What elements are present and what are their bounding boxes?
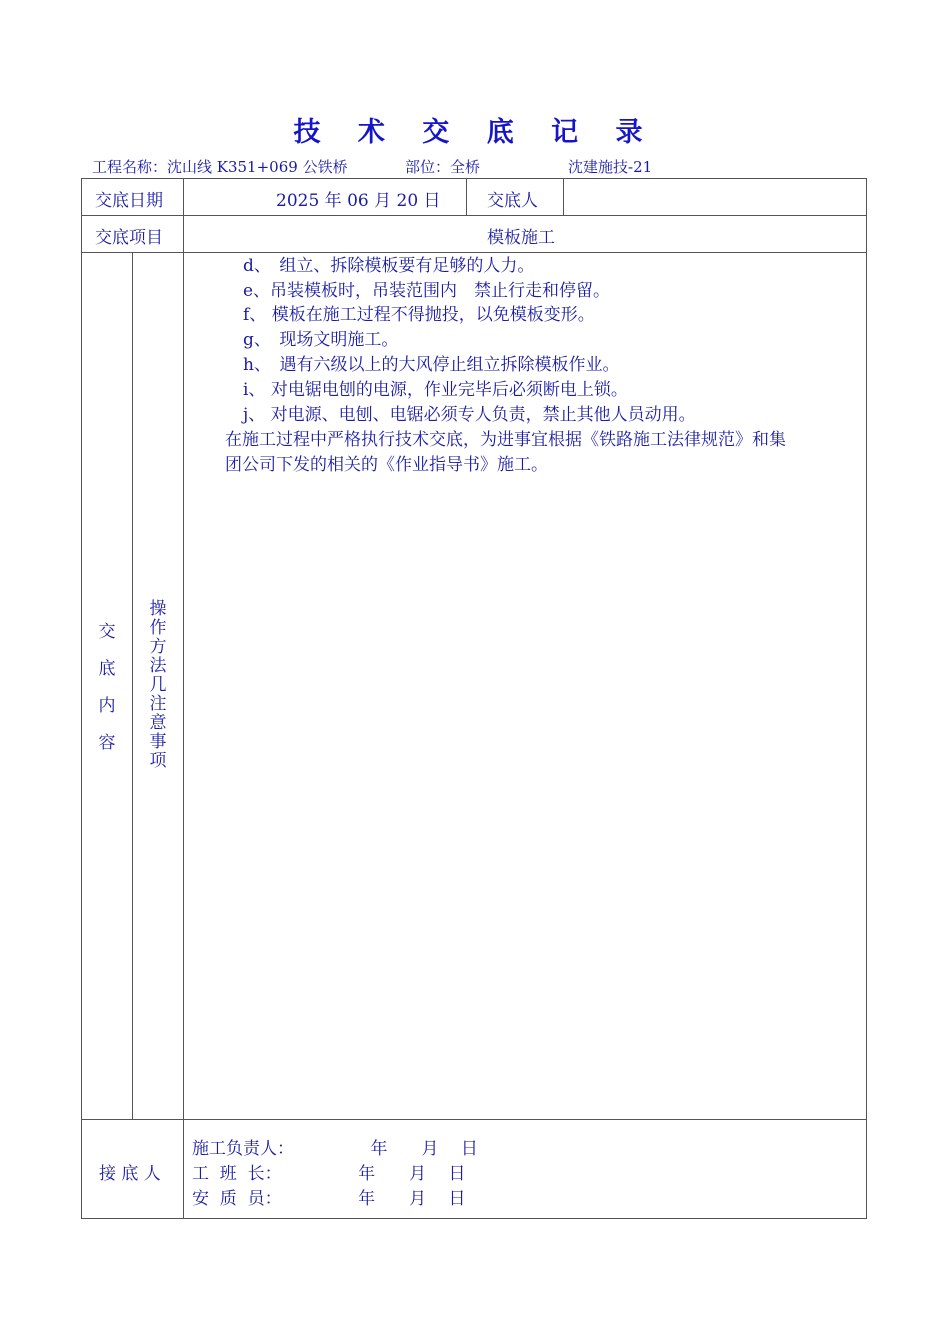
content-sub-label: 操作方法几注意事项 — [149, 599, 167, 771]
receiver-label: 接 底 人 — [99, 1164, 161, 1184]
date-value: 2025 年 06 月 20 日 — [276, 191, 441, 211]
row-divider — [82, 1119, 866, 1120]
record-table — [81, 178, 867, 1219]
signature-line: 安 质 员： 年 月 日 — [192, 1189, 466, 1209]
row-divider — [82, 215, 866, 216]
project-name: 工程名称：沈山线 K351+069 公铁桥 — [92, 158, 348, 176]
content-line: 团公司下发的相关的《作业指导书》施工。 — [225, 455, 548, 475]
person-label: 交底人 — [487, 191, 538, 211]
column-divider — [132, 252, 133, 1119]
content-line: 在施工过程中严格执行技术交底，为进事宜根据《铁路施工法律规范》和集 — [225, 430, 786, 450]
content-line: e、吊装模板时，吊装范围内 禁止行走和停留。 — [243, 281, 611, 301]
column-divider — [563, 179, 564, 215]
content-line: f、 模板在施工过程不得抛投，以免模板变形。 — [243, 305, 595, 325]
content-line: g、 现场文明施工。 — [243, 330, 399, 350]
item-label: 交底项目 — [95, 228, 163, 248]
column-divider — [466, 179, 467, 215]
column-divider — [183, 179, 184, 1218]
content-line: h、 遇有六级以上的大风停止组立拆除模板作业。 — [243, 355, 620, 375]
row-divider — [82, 252, 866, 253]
document-number: 沈建施技-21 — [568, 158, 653, 176]
content-line: j、 对电源、电刨、电锯必须专人负责，禁止其他人员动用。 — [243, 405, 696, 425]
document-title: 技 术 交 底 记 录 — [293, 117, 657, 148]
content-line: d、 组立、拆除模板要有足够的人力。 — [243, 256, 535, 276]
content-line: i、 对电锯电刨的电源，作业完毕后必须断电上锁。 — [243, 380, 628, 400]
location: 部位：全桥 — [405, 158, 481, 176]
item-value: 模板施工 — [487, 228, 555, 248]
date-label: 交底日期 — [95, 191, 163, 211]
content-section-label: 交底内容 — [98, 622, 116, 753]
signature-line: 工 班 长： 年 月 日 — [192, 1164, 466, 1184]
signature-line: 施工负责人： 年 月 日 — [192, 1139, 478, 1159]
